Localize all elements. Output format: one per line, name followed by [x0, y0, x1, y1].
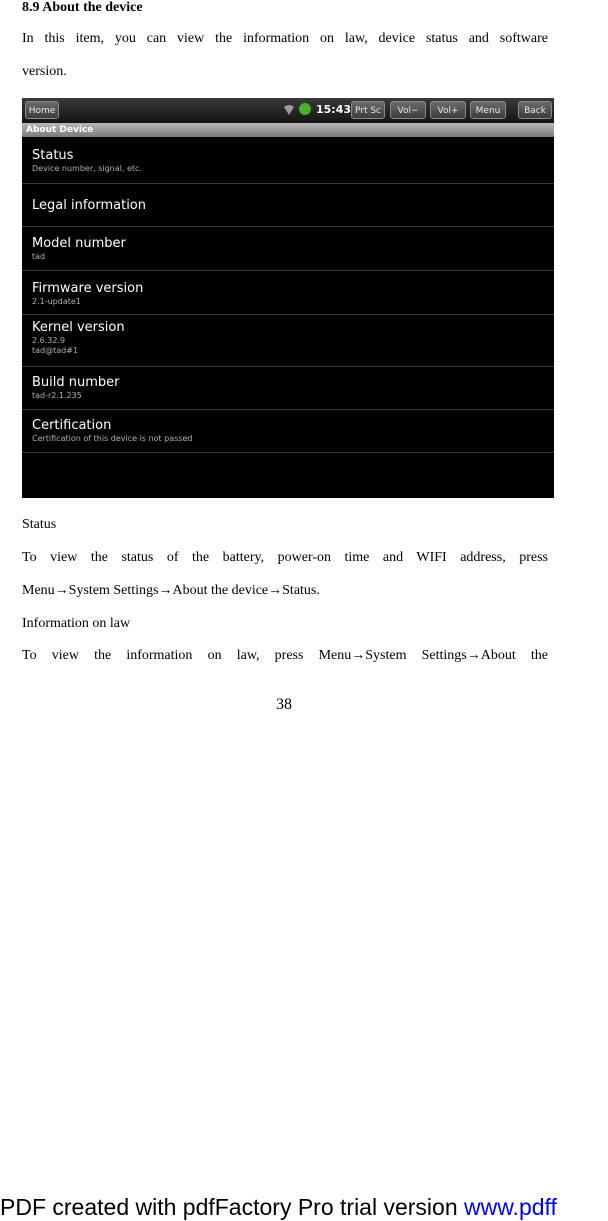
page-number: 38: [276, 696, 292, 713]
intro-paragraph-line: In this item, you can view the information on law, device status and software: [22, 31, 548, 46]
volume-down-button[interactable]: Vol−: [390, 101, 426, 119]
status-paragraph-line: To view the status of the battery, power-on time and WIFI address, press: [22, 550, 548, 565]
settings-item-subtitle: tad: [32, 252, 46, 261]
settings-item-status[interactable]: [22, 141, 554, 184]
settings-item-title: Build number: [32, 375, 120, 390]
volume-up-button[interactable]: Vol+: [430, 101, 466, 119]
clock: 15:43: [316, 103, 352, 116]
screen-title: About Device: [22, 123, 554, 137]
settings-item-subtitle: Device number, signal, etc.: [32, 164, 142, 173]
settings-item-build[interactable]: [22, 367, 554, 410]
settings-item-legal[interactable]: [22, 184, 554, 227]
menu-button[interactable]: Menu: [470, 101, 506, 119]
settings-item-subtitle: 2.1-update1: [32, 297, 81, 306]
settings-item-model[interactable]: [22, 227, 554, 271]
settings-item-title: Status: [32, 148, 74, 163]
wifi-icon: [283, 102, 295, 116]
home-button[interactable]: Home: [25, 101, 59, 119]
status-heading: Status: [22, 517, 57, 532]
back-button[interactable]: Back: [518, 101, 552, 119]
settings-item-subtitle: 2.6.32.9: [32, 336, 66, 345]
settings-item-firmware[interactable]: [22, 271, 554, 315]
law-paragraph-line: To view the information on law, press Menu→System Settings→About the: [22, 648, 548, 663]
device-screenshot: [22, 98, 554, 498]
settings-item-kernel[interactable]: [22, 315, 554, 367]
law-heading: Information on law: [22, 616, 131, 631]
settings-item-subtitle: tad-r2.1.235: [32, 391, 82, 400]
settings-item-title: Certification: [32, 418, 112, 433]
footer-link[interactable]: www.pdff: [464, 1194, 557, 1220]
pdf-footer: [0, 1194, 608, 1221]
section-heading: 8.9 About the device: [22, 0, 143, 15]
settings-list: [22, 141, 554, 453]
print-screen-button[interactable]: Prt Sc: [351, 101, 385, 119]
settings-item-subtitle: Certification of this device is not passed: [32, 434, 193, 443]
device-status-bar: [22, 98, 554, 123]
settings-item-title: Kernel version: [32, 320, 125, 335]
settings-item-subtitle: tad@tad#1: [32, 346, 79, 355]
footer-text: PDF created with pdfFactory Pro trial version: [0, 1194, 464, 1220]
intro-paragraph-line: version.: [22, 64, 67, 79]
settings-item-title: Legal information: [32, 198, 147, 213]
usb-icon: [299, 103, 311, 115]
settings-item-title: Model number: [32, 236, 126, 251]
settings-item-title: Firmware version: [32, 281, 144, 296]
status-paragraph-line: Menu→System Settings→About the device→Status.: [22, 583, 320, 598]
settings-item-certification[interactable]: [22, 410, 554, 453]
